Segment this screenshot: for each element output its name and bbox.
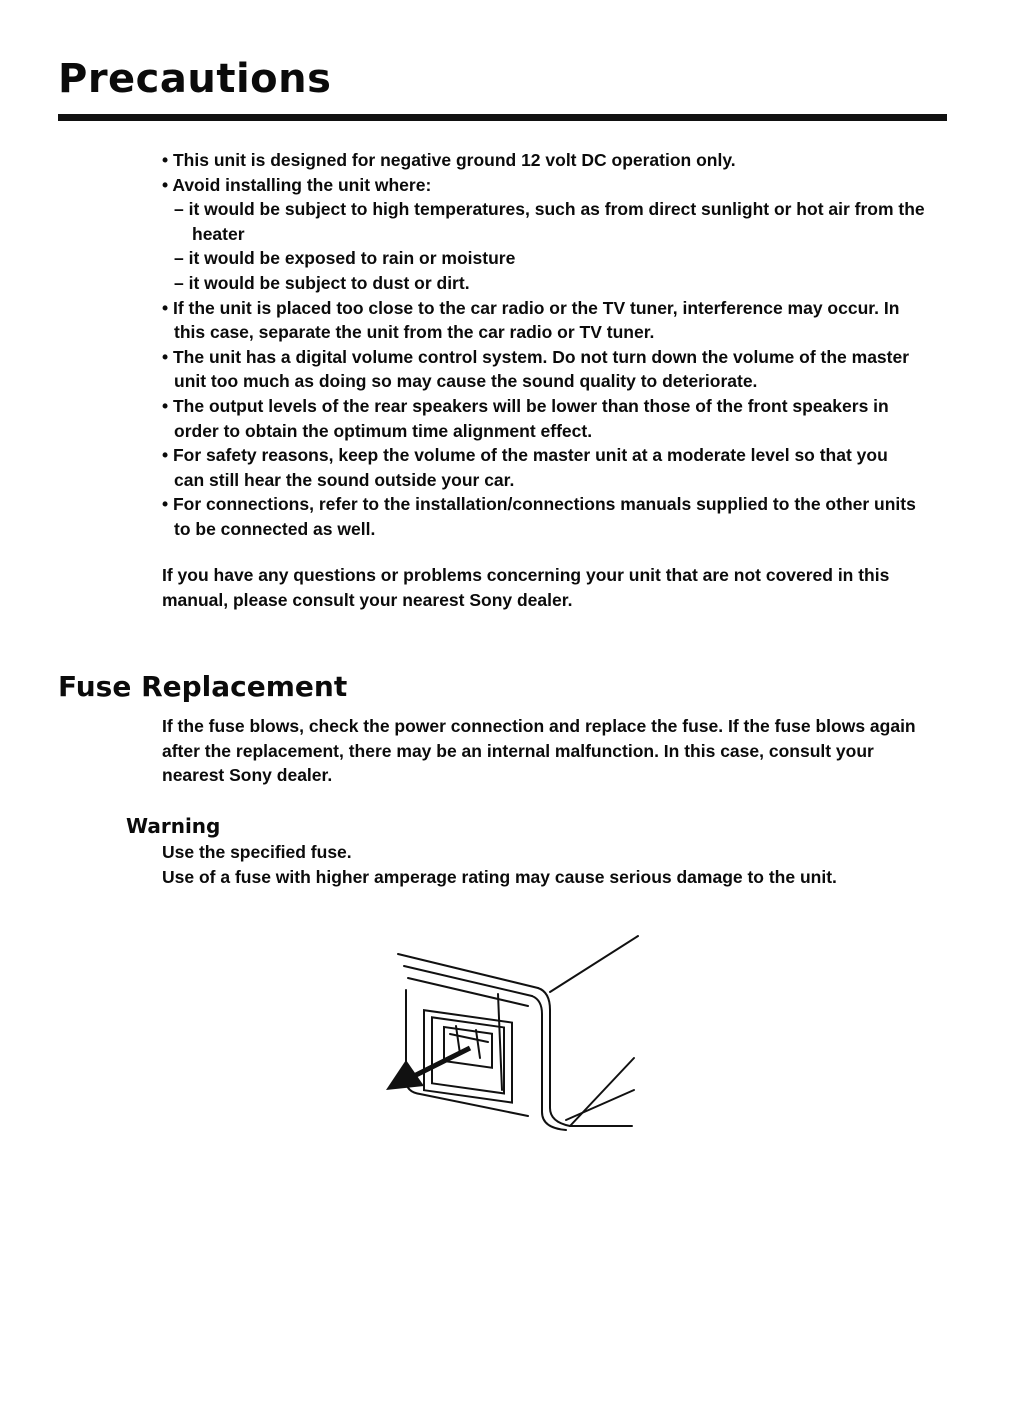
removal-arrow — [386, 1048, 470, 1090]
paragraph-line: after the replacement, there may be an internal malfunction. In this case, consult your — [162, 740, 874, 761]
paragraph-line: manual, please consult your nearest Sony dealer. — [162, 589, 573, 610]
section-title: Fuse Replacement — [58, 670, 348, 703]
precautions-list — [162, 148, 962, 542]
page-title: Precautions — [58, 56, 332, 102]
sub-bullet-line: – it would be subject to dust or dirt. — [174, 272, 470, 293]
paragraph-line: If you have any questions or problems concerning your unit that are not covered in this — [162, 565, 890, 585]
unit-depth-line — [570, 1058, 634, 1126]
paragraph-line: Use the specified fuse. — [162, 842, 352, 862]
paragraph-line: nearest Sony dealer. — [162, 765, 333, 786]
title-rule — [58, 114, 947, 121]
fuse-contact — [456, 1026, 460, 1054]
fuse-contact — [450, 1034, 488, 1042]
paragraph-line: Use of a fuse with higher amperage rating may cause serious damage to the unit. — [162, 866, 837, 887]
bullet-line: • Avoid installing the unit where: — [162, 174, 432, 195]
unit-depth-line — [550, 936, 638, 992]
bullet-line: this case, separate the unit from the car radio or TV tuner. — [174, 322, 655, 343]
fuse-removal-illustration — [380, 930, 660, 1140]
paragraph-line: If the fuse blows, check the power connection and replace the fuse. If the fuse blows again — [162, 716, 916, 736]
bullet-line: • For connections, refer to the installation/connections manuals supplied to the other units — [162, 494, 916, 515]
unit-top-edge — [398, 954, 538, 988]
warning-heading: Warning — [126, 814, 221, 838]
sub-bullet-line: heater — [192, 223, 245, 244]
unit-corner-outline — [538, 988, 632, 1126]
bullet-line: • If the unit is placed too close to the car radio or the TV tuner, interference may occur. In — [162, 297, 900, 318]
panel-groove — [498, 994, 502, 1090]
fuse-paragraph — [162, 714, 962, 788]
fuse-holder-inner — [432, 1017, 504, 1093]
bullet-line: unit too much as doing so may cause the sound quality to deteriorate. — [174, 371, 758, 392]
bullet-line: • This unit is designed for negative ground 12 volt DC operation only. — [162, 150, 736, 170]
fuse-contact — [476, 1030, 480, 1058]
sub-bullet-line: – it would be subject to high temperatures, such as from direct sunlight or hot air from the — [174, 199, 925, 220]
bullet-line: • The output levels of the rear speakers will be lower than those of the front speakers in — [162, 395, 889, 416]
bullet-line: can still hear the sound outside your car. — [174, 469, 515, 490]
warning-paragraph — [162, 840, 962, 889]
sub-bullet-line: – it would be exposed to rain or moisture — [174, 248, 516, 269]
contact-paragraph — [162, 563, 962, 612]
bullet-line: order to obtain the optimum time alignment effect. — [174, 420, 593, 441]
bullet-line: • For safety reasons, keep the volume of the master unit at a moderate level so that you — [162, 445, 888, 466]
bullet-line: • The unit has a digital volume control system. Do not turn down the volume of the master — [162, 346, 910, 367]
bullet-line: to be connected as well. — [174, 518, 376, 539]
